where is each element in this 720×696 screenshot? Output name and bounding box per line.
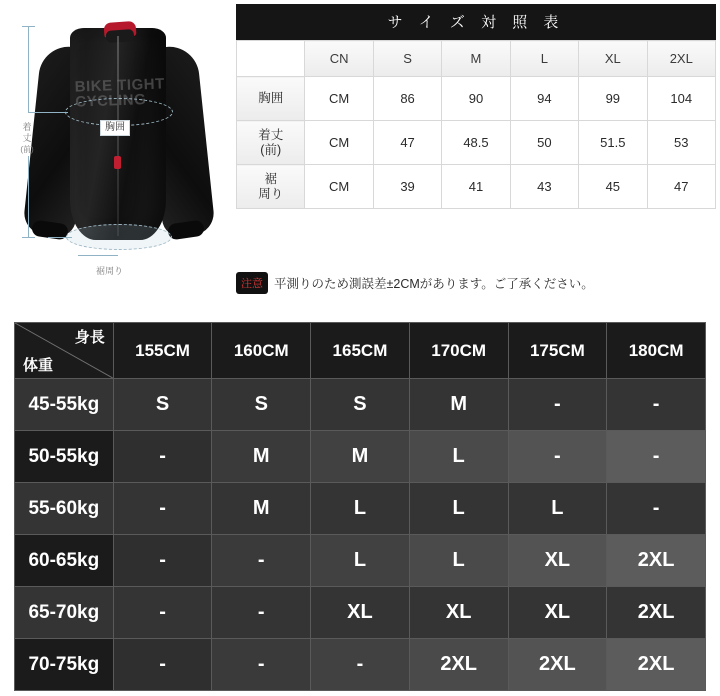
size-row-label-length-line1: 着丈 (258, 127, 284, 142)
table-row (15, 379, 706, 431)
note-badge-label: 注意 (241, 278, 263, 290)
size-table-container (236, 4, 716, 209)
matrix-cell-1-0: - (113, 431, 212, 483)
matrix-cell-3-2: L (311, 535, 410, 587)
hem-label-line (78, 255, 118, 256)
matrix-cell-0-1: S (212, 379, 311, 431)
matrix-cell-1-3: L (409, 431, 508, 483)
jersey-zipper (117, 36, 119, 236)
matrix-cell-0-5: - (607, 379, 706, 431)
size-cell-length-xl: 51.5 (579, 121, 647, 165)
matrix-cell-2-4: L (508, 483, 607, 535)
hem-measure-ellipse (66, 224, 172, 250)
size-cell-hem-l: 43 (510, 165, 578, 209)
length-label-char-1: 着 (22, 122, 32, 132)
size-table-header-row (237, 41, 716, 77)
matrix-cell-5-2: - (311, 639, 410, 691)
table-row (237, 77, 716, 121)
size-row-label-length (237, 121, 305, 165)
size-cell-chest-xl: 99 (579, 77, 647, 121)
matrix-cell-3-3: L (409, 535, 508, 587)
size-row-label-hem (237, 165, 305, 209)
table-row (15, 483, 706, 535)
matrix-cell-5-0: - (113, 639, 212, 691)
matrix-cell-1-5: - (607, 431, 706, 483)
matrix-cell-5-4: 2XL (508, 639, 607, 691)
length-label-char-3: (前) (20, 145, 34, 154)
matrix-corner-height-label: 身長 (74, 329, 105, 346)
table-row (15, 587, 706, 639)
matrix-cell-1-2: M (311, 431, 410, 483)
size-cell-hem-s: 39 (373, 165, 441, 209)
matrix-col-165: 165CM (311, 323, 410, 379)
matrix-col-175: 175CM (508, 323, 607, 379)
matrix-cell-4-3: XL (409, 587, 508, 639)
size-row-unit-hem: CM (305, 165, 373, 209)
size-row-unit-chest: CM (305, 77, 373, 121)
size-table-col-m: M (442, 41, 510, 77)
size-cell-hem-2xl: 47 (647, 165, 715, 209)
size-row-label-chest: 胸囲 (237, 77, 305, 121)
matrix-cell-2-2: L (311, 483, 410, 535)
size-table (236, 40, 716, 209)
length-tick-bottom (22, 237, 35, 238)
matrix-col-170: 170CM (409, 323, 508, 379)
length-measure-line-lower (28, 156, 29, 238)
size-row-unit-length: CM (305, 121, 373, 165)
jersey-illustration (18, 6, 218, 276)
jersey-zipper-pull (114, 156, 121, 169)
matrix-cell-0-3: M (409, 379, 508, 431)
matrix-cell-0-2: S (311, 379, 410, 431)
table-row (237, 165, 716, 209)
matrix-col-155: 155CM (113, 323, 212, 379)
matrix-cell-2-1: M (212, 483, 311, 535)
table-row (15, 639, 706, 691)
size-table-corner-cell (237, 41, 305, 77)
size-cell-chest-l: 94 (510, 77, 578, 121)
measurement-note (236, 272, 720, 294)
matrix-corner-weight-label: 体重 (23, 357, 54, 374)
matrix-col-160: 160CM (212, 323, 311, 379)
matrix-cell-4-5: 2XL (607, 587, 706, 639)
size-row-label-length-line2: (前) (260, 142, 282, 157)
matrix-header-row (15, 323, 706, 379)
size-table-col-cn: CN (305, 41, 373, 77)
chest-leader-line (28, 112, 68, 113)
size-table-col-s: S (373, 41, 441, 77)
table-row (237, 121, 716, 165)
size-table-col-2xl: 2XL (647, 41, 715, 77)
matrix-cell-1-1: M (212, 431, 311, 483)
matrix-cell-5-5: 2XL (607, 639, 706, 691)
size-cell-chest-2xl: 104 (647, 77, 715, 121)
size-cell-chest-s: 86 (373, 77, 441, 121)
matrix-row-label-2: 55-60kg (15, 483, 114, 535)
matrix-cell-4-0: - (113, 587, 212, 639)
matrix-row-label-5: 70-75kg (15, 639, 114, 691)
length-measure-line-upper (28, 26, 29, 112)
hem-measure-label: 裾周り (96, 266, 124, 276)
size-table-title: サ イ ズ 対 照 表 (236, 4, 716, 40)
note-text: 平測りのため測誤差±2CMがあります。ご了承ください。 (274, 277, 594, 291)
matrix-row-label-0: 45-55kg (15, 379, 114, 431)
matrix-row-label-1: 50-55kg (15, 431, 114, 483)
matrix-cell-2-3: L (409, 483, 508, 535)
matrix-cell-4-4: XL (508, 587, 607, 639)
height-weight-matrix (14, 322, 706, 691)
matrix-col-180: 180CM (607, 323, 706, 379)
jersey-print-line-2: CYCLING (74, 91, 147, 111)
matrix-cell-5-1: - (212, 639, 311, 691)
matrix-row-label-3: 60-65kg (15, 535, 114, 587)
size-cell-hem-xl: 45 (579, 165, 647, 209)
size-table-col-l: L (510, 41, 578, 77)
note-badge (236, 272, 268, 294)
matrix-cell-3-0: - (113, 535, 212, 587)
length-tick-top (22, 26, 35, 27)
size-cell-chest-m: 90 (442, 77, 510, 121)
size-cell-length-l: 50 (510, 121, 578, 165)
size-cell-hem-m: 41 (442, 165, 510, 209)
hem-leader-line (48, 237, 72, 238)
matrix-cell-4-2: XL (311, 587, 410, 639)
length-label-char-2: 丈 (22, 133, 32, 143)
matrix-cell-4-1: - (212, 587, 311, 639)
matrix-cell-3-5: 2XL (607, 535, 706, 587)
table-row (15, 535, 706, 587)
jersey-collar-inner (106, 29, 135, 43)
jersey-print-line-1: BIKE TIGHT (74, 75, 166, 96)
matrix-cell-5-3: 2XL (409, 639, 508, 691)
matrix-corner-cell (15, 323, 114, 379)
length-measure-label (20, 122, 34, 155)
product-photo-panel (0, 0, 230, 300)
chest-measure-label: 胸囲 (100, 120, 130, 136)
size-cell-length-s: 47 (373, 121, 441, 165)
height-weight-matrix-container (14, 322, 706, 691)
table-row (15, 431, 706, 483)
size-table-col-xl: XL (579, 41, 647, 77)
matrix-cell-3-4: XL (508, 535, 607, 587)
matrix-cell-3-1: - (212, 535, 311, 587)
size-row-label-hem-line2: 周り (258, 186, 284, 201)
matrix-cell-0-4: - (508, 379, 607, 431)
size-cell-length-m: 48.5 (442, 121, 510, 165)
matrix-cell-2-0: - (113, 483, 212, 535)
size-row-label-hem-line1: 裾 (264, 171, 277, 186)
matrix-row-label-4: 65-70kg (15, 587, 114, 639)
matrix-cell-0-0: S (113, 379, 212, 431)
size-cell-length-2xl: 53 (647, 121, 715, 165)
matrix-cell-1-4: - (508, 431, 607, 483)
matrix-cell-2-5: - (607, 483, 706, 535)
